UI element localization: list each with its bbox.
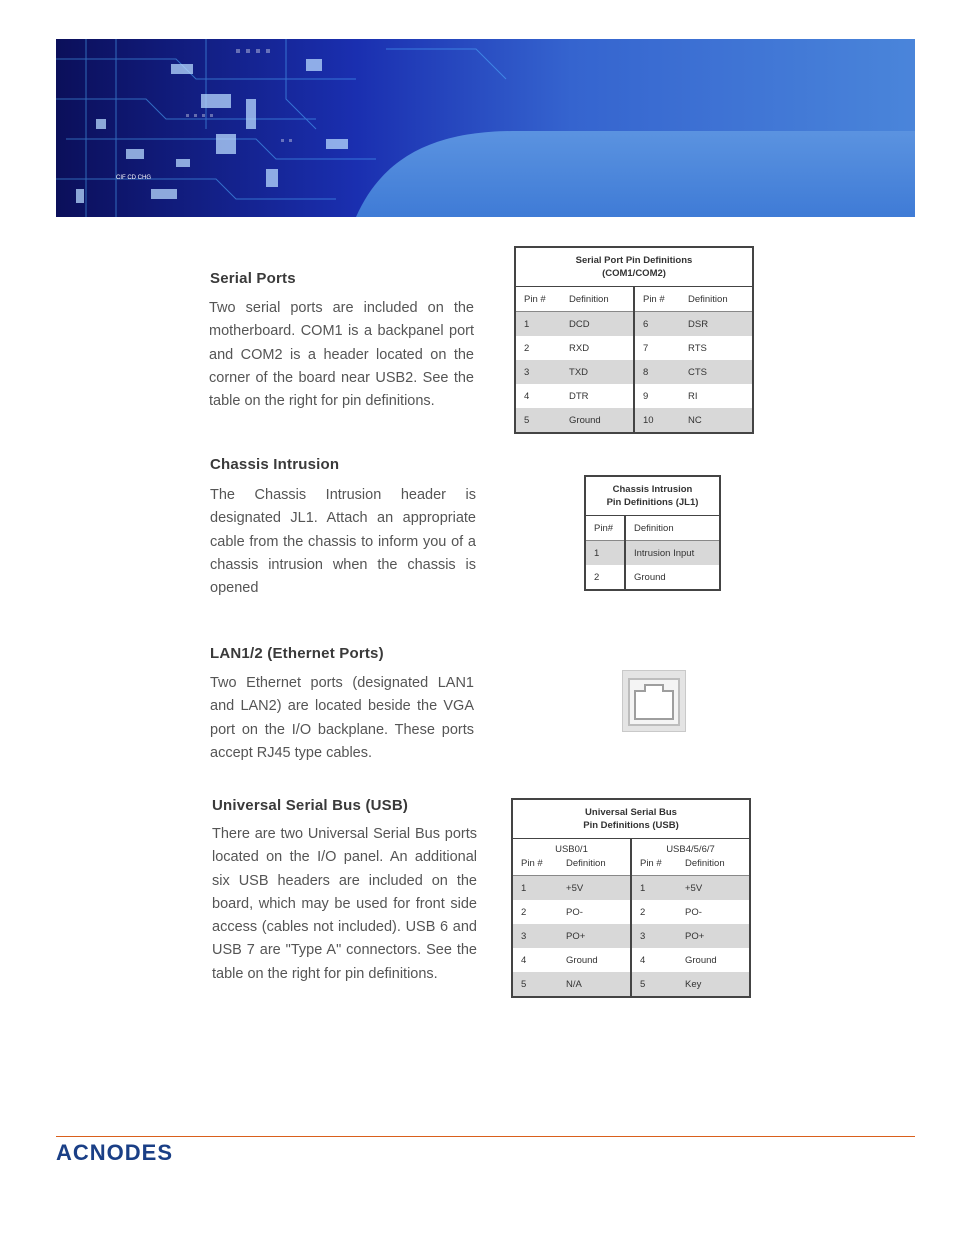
serial-ports-heading: Serial Ports [210,270,296,287]
lan-ports-heading: LAN1/2 (Ethernet Ports) [210,645,384,662]
board-silkscreen-label: CIF CD CHG [116,175,151,181]
table-row: 1 +5V 1 +5V [512,876,750,901]
serial-ports-text: Two serial ports are included on the motherboard. COM1 is a backpanel port and COM2 is a header located on the corner of the board near USB2. See the table on the right for pin definitions. [209,300,474,410]
acnodes-logo [56,1140,216,1169]
table-header-row: Pin # Definition Pin # Definition [515,287,753,312]
table-row: 2 Ground [585,565,720,590]
serial-port-pin-table [514,246,754,434]
table-caption: Serial Port Pin Definitions (COM1/COM2) [515,247,753,287]
rj45-port-icon [622,670,686,732]
footer-divider [56,1136,915,1137]
table-row: 2 RXD 7 RTS [515,336,753,360]
table-caption: Chassis Intrusion Pin Definitions (JL1) [585,476,720,516]
table-row: 2 PO- 2 PO- [512,900,750,924]
table-row: 1 DCD 6 DSR [515,312,753,337]
table-row: 3 TXD 8 CTS [515,360,753,384]
usb-heading: Universal Serial Bus (USB) [212,797,409,814]
lan-ports-text: Two Ethernet ports (designated LAN1 and LAN2) are located beside the VGA port on the I/O backplane. These ports accept RJ45 type cables. [210,675,474,761]
table-row: 4 Ground 4 Ground [512,948,750,972]
table-row: 3 PO+ 3 PO+ [512,924,750,948]
motherboard-photo [56,39,915,217]
table-row: 4 DTR 9 RI [515,384,753,408]
logo-wordmark: ACNODES [56,1140,174,1164]
table-caption: Universal Serial Bus Pin Definitions (USB) [512,799,750,839]
chassis-intrusion-heading: Chassis Intrusion [210,456,340,473]
table-row: 5 Ground 10 NC [515,408,753,433]
table-row: 1 Intrusion Input [585,541,720,566]
table-header-row: Pin# Definition [585,516,720,541]
chassis-intrusion-text: The Chassis Intrusion header is designated JL1. Attach an appropriate cable from the chassis to inform you of a chassis intrusion when the chassis is opened [210,487,476,597]
usb-pin-table [511,798,751,998]
header-banner [56,39,915,217]
chassis-intrusion-pin-table [584,475,721,591]
table-header-row: Pin # Definition Pin # Definition [512,855,750,876]
usb-text: There are two Universal Serial Bus ports located on the I/O panel. An additional six USB headers are included on the board, which may be used for front side access (cables not included). USB 6 and USB 7 are "Type A" connectors. See the table on the right for pin definitions. [212,826,477,982]
table-row: 5 N/A 5 Key [512,972,750,997]
table-group-row: USB0/1 USB4/5/6/7 [512,839,750,856]
